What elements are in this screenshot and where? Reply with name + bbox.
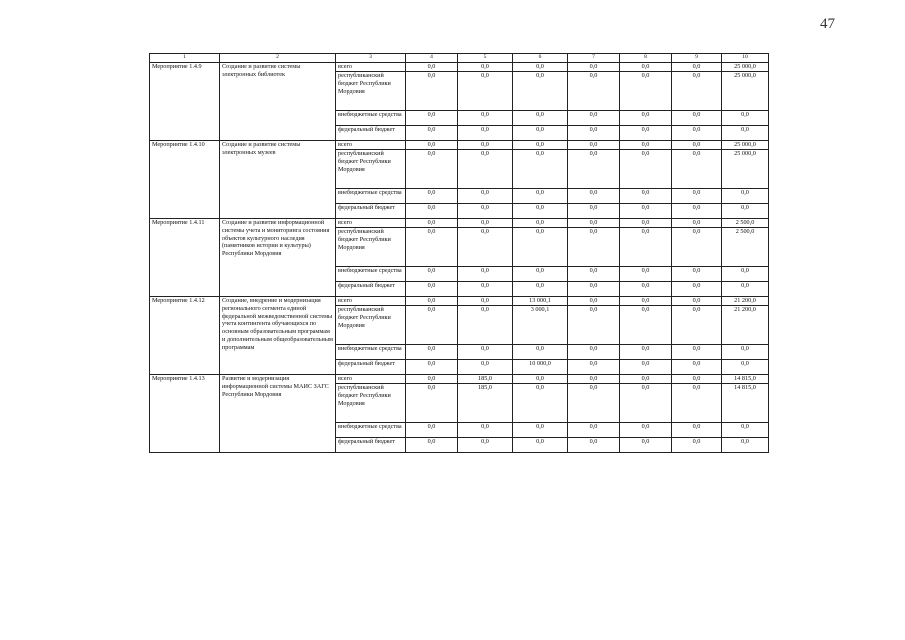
measure-name: Создание и развитие системы электронных библиотек	[220, 63, 336, 141]
amount-cell: 0,0	[568, 141, 620, 150]
amount-cell: 0,0	[406, 189, 458, 204]
amount-cell: 0,0	[568, 375, 620, 384]
funding-source: республиканский бюджет Республики Мордовия	[336, 228, 406, 267]
column-header: 7	[568, 54, 620, 63]
amount-cell: 0,0	[620, 297, 672, 306]
amount-cell: 0,0	[620, 306, 672, 345]
amount-cell: 25 000,0	[722, 72, 769, 111]
amount-cell: 0,0	[458, 150, 513, 189]
amount-cell: 0,0	[568, 219, 620, 228]
amount-cell: 0,0	[458, 438, 513, 453]
amount-cell: 0,0	[722, 111, 769, 126]
amount-cell: 0,0	[620, 345, 672, 360]
amount-cell: 0,0	[568, 345, 620, 360]
table-row	[150, 297, 769, 306]
amount-cell: 25 000,0	[722, 63, 769, 72]
amount-cell: 0,0	[458, 141, 513, 150]
funding-source: республиканский бюджет Республики Мордовия	[336, 306, 406, 345]
amount-cell: 0,0	[672, 375, 722, 384]
amount-cell: 3 000,1	[513, 306, 568, 345]
amount-cell: 0,0	[568, 267, 620, 282]
amount-cell: 0,0	[722, 204, 769, 219]
amount-cell: 0,0	[406, 141, 458, 150]
funding-source: республиканский бюджет Республики Мордовия	[336, 72, 406, 111]
amount-cell: 0,0	[568, 150, 620, 189]
amount-cell: 0,0	[513, 111, 568, 126]
amount-cell: 0,0	[513, 141, 568, 150]
amount-cell: 0,0	[568, 228, 620, 267]
amount-cell: 0,0	[620, 204, 672, 219]
funding-source: всего	[336, 219, 406, 228]
amount-cell: 0,0	[406, 72, 458, 111]
amount-cell: 0,0	[672, 126, 722, 141]
amount-cell: 0,0	[672, 111, 722, 126]
amount-cell: 0,0	[672, 345, 722, 360]
amount-cell: 0,0	[406, 126, 458, 141]
measure-name: Создание и развитие информационной системы учета и мониторинга состояния объектов культурного наследия (памятников истории и культуры) Республики Мордовия	[220, 219, 336, 297]
amount-cell: 0,0	[672, 360, 722, 375]
amount-cell: 2 500,0	[722, 219, 769, 228]
amount-cell: 0,0	[406, 384, 458, 423]
amount-cell: 0,0	[406, 375, 458, 384]
funding-source: всего	[336, 297, 406, 306]
amount-cell: 0,0	[568, 111, 620, 126]
funding-source: внебюджетные средства	[336, 423, 406, 438]
column-header: 2	[220, 54, 336, 63]
amount-cell: 0,0	[568, 282, 620, 297]
amount-cell: 0,0	[458, 297, 513, 306]
funding-source: федеральный бюджет	[336, 438, 406, 453]
amount-cell: 0,0	[458, 306, 513, 345]
funding-source: внебюджетные средства	[336, 267, 406, 282]
amount-cell: 185,0	[458, 384, 513, 423]
amount-cell: 0,0	[406, 111, 458, 126]
amount-cell: 0,0	[458, 72, 513, 111]
amount-cell: 0,0	[406, 438, 458, 453]
amount-cell: 0,0	[620, 219, 672, 228]
amount-cell: 0,0	[568, 423, 620, 438]
column-header: 9	[672, 54, 722, 63]
amount-cell: 0,0	[620, 126, 672, 141]
amount-cell: 0,0	[620, 141, 672, 150]
amount-cell: 0,0	[406, 360, 458, 375]
funding-source: всего	[336, 375, 406, 384]
amount-cell: 0,0	[513, 189, 568, 204]
measure-name: Создание и развитие системы электронных музеев	[220, 141, 336, 219]
amount-cell: 0,0	[513, 72, 568, 111]
amount-cell: 0,0	[672, 150, 722, 189]
amount-cell: 0,0	[513, 204, 568, 219]
column-header: 3	[336, 54, 406, 63]
amount-cell: 0,0	[672, 63, 722, 72]
amount-cell: 0,0	[568, 126, 620, 141]
amount-cell: 0,0	[620, 228, 672, 267]
amount-cell: 0,0	[406, 345, 458, 360]
amount-cell: 0,0	[672, 72, 722, 111]
amount-cell: 0,0	[722, 345, 769, 360]
measure-name: Развитие и модернизация информационной системы МАИС ЗАГС Республики Мордовия	[220, 375, 336, 453]
amount-cell: 0,0	[568, 360, 620, 375]
amount-cell: 0,0	[672, 423, 722, 438]
amount-cell: 0,0	[620, 423, 672, 438]
table-row	[150, 375, 769, 384]
amount-cell: 0,0	[620, 150, 672, 189]
amount-cell: 0,0	[458, 219, 513, 228]
amount-cell: 0,0	[722, 267, 769, 282]
column-header: 6	[513, 54, 568, 63]
amount-cell: 0,0	[620, 189, 672, 204]
amount-cell: 0,0	[458, 204, 513, 219]
funding-source: федеральный бюджет	[336, 360, 406, 375]
amount-cell: 0,0	[568, 72, 620, 111]
amount-cell: 0,0	[722, 189, 769, 204]
amount-cell: 0,0	[620, 63, 672, 72]
measure-name: Создание, внедрение и модернизация регионального сегмента единой федеральной межведомственной системы учета контингента обучающихся по основным образовательным программам и дополнительным общеобразовательным программам	[220, 297, 336, 375]
measure-code: Мероприятие 1.4.11	[150, 219, 220, 297]
amount-cell: 0,0	[406, 204, 458, 219]
amount-cell: 0,0	[513, 267, 568, 282]
column-header: 4	[406, 54, 458, 63]
amount-cell: 0,0	[722, 423, 769, 438]
amount-cell: 0,0	[513, 375, 568, 384]
amount-cell: 10 000,0	[513, 360, 568, 375]
amount-cell: 0,0	[620, 111, 672, 126]
amount-cell: 0,0	[406, 150, 458, 189]
amount-cell: 0,0	[513, 219, 568, 228]
amount-cell: 0,0	[406, 219, 458, 228]
amount-cell: 0,0	[513, 384, 568, 423]
amount-cell: 0,0	[458, 228, 513, 267]
amount-cell: 0,0	[568, 189, 620, 204]
funding-source: внебюджетные средства	[336, 111, 406, 126]
amount-cell: 0,0	[672, 297, 722, 306]
amount-cell: 0,0	[513, 228, 568, 267]
amount-cell: 0,0	[513, 126, 568, 141]
amount-cell: 25 000,0	[722, 141, 769, 150]
table-row	[150, 63, 769, 72]
amount-cell: 0,0	[722, 360, 769, 375]
amount-cell: 0,0	[458, 360, 513, 375]
column-header: 10	[722, 54, 769, 63]
amount-cell: 0,0	[620, 282, 672, 297]
funding-source: внебюджетные средства	[336, 345, 406, 360]
amount-cell: 185,0	[458, 375, 513, 384]
amount-cell: 0,0	[513, 423, 568, 438]
amount-cell: 0,0	[458, 111, 513, 126]
amount-cell: 0,0	[722, 126, 769, 141]
funding-source: внебюджетные средства	[336, 189, 406, 204]
amount-cell: 0,0	[458, 189, 513, 204]
measure-code: Мероприятие 1.4.12	[150, 297, 220, 375]
amount-cell: 0,0	[568, 63, 620, 72]
amount-cell: 0,0	[458, 423, 513, 438]
amount-cell: 0,0	[620, 438, 672, 453]
page-number: 47	[820, 16, 835, 32]
amount-cell: 14 815,0	[722, 384, 769, 423]
amount-cell: 13 000,1	[513, 297, 568, 306]
amount-cell: 0,0	[513, 150, 568, 189]
amount-cell: 0,0	[672, 267, 722, 282]
amount-cell: 0,0	[620, 360, 672, 375]
amount-cell: 0,0	[406, 63, 458, 72]
funding-source: всего	[336, 63, 406, 72]
amount-cell: 0,0	[513, 282, 568, 297]
amount-cell: 0,0	[620, 267, 672, 282]
amount-cell: 0,0	[672, 384, 722, 423]
column-header: 5	[458, 54, 513, 63]
amount-cell: 0,0	[620, 72, 672, 111]
amount-cell: 0,0	[568, 384, 620, 423]
amount-cell: 0,0	[568, 204, 620, 219]
amount-cell: 0,0	[722, 282, 769, 297]
funding-source: республиканский бюджет Республики Мордовия	[336, 150, 406, 189]
amount-cell: 0,0	[458, 63, 513, 72]
funding-source: республиканский бюджет Республики Мордовия	[336, 384, 406, 423]
amount-cell: 0,0	[672, 282, 722, 297]
amount-cell: 0,0	[672, 189, 722, 204]
funding-source: федеральный бюджет	[336, 282, 406, 297]
amount-cell: 0,0	[672, 204, 722, 219]
amount-cell: 0,0	[568, 306, 620, 345]
table-row	[150, 141, 769, 150]
header-row	[150, 54, 769, 63]
table-row	[150, 219, 769, 228]
amount-cell: 0,0	[672, 228, 722, 267]
funding-source: всего	[336, 141, 406, 150]
amount-cell: 25 000,0	[722, 150, 769, 189]
amount-cell: 0,0	[672, 438, 722, 453]
measure-code: Мероприятие 1.4.10	[150, 141, 220, 219]
amount-cell: 0,0	[406, 228, 458, 267]
amount-cell: 21 200,0	[722, 306, 769, 345]
amount-cell: 0,0	[406, 306, 458, 345]
column-header: 1	[150, 54, 220, 63]
amount-cell: 0,0	[458, 267, 513, 282]
amount-cell: 0,0	[513, 438, 568, 453]
amount-cell: 0,0	[406, 297, 458, 306]
amount-cell: 21 200,0	[722, 297, 769, 306]
amount-cell: 0,0	[406, 423, 458, 438]
funding-source: федеральный бюджет	[336, 204, 406, 219]
amount-cell: 0,0	[620, 384, 672, 423]
column-header: 8	[620, 54, 672, 63]
amount-cell: 0,0	[406, 282, 458, 297]
amount-cell: 0,0	[458, 345, 513, 360]
funding-source: федеральный бюджет	[336, 126, 406, 141]
amount-cell: 0,0	[458, 282, 513, 297]
measure-code: Мероприятие 1.4.13	[150, 375, 220, 453]
amount-cell: 0,0	[672, 141, 722, 150]
amount-cell: 0,0	[568, 438, 620, 453]
budget-table	[149, 53, 769, 453]
amount-cell: 2 500,0	[722, 228, 769, 267]
amount-cell: 14 815,0	[722, 375, 769, 384]
amount-cell: 0,0	[458, 126, 513, 141]
measure-code: Мероприятие 1.4.9	[150, 63, 220, 141]
amount-cell: 0,0	[672, 219, 722, 228]
amount-cell: 0,0	[620, 375, 672, 384]
amount-cell: 0,0	[722, 438, 769, 453]
amount-cell: 0,0	[406, 267, 458, 282]
amount-cell: 0,0	[568, 297, 620, 306]
amount-cell: 0,0	[513, 345, 568, 360]
amount-cell: 0,0	[513, 63, 568, 72]
amount-cell: 0,0	[672, 306, 722, 345]
